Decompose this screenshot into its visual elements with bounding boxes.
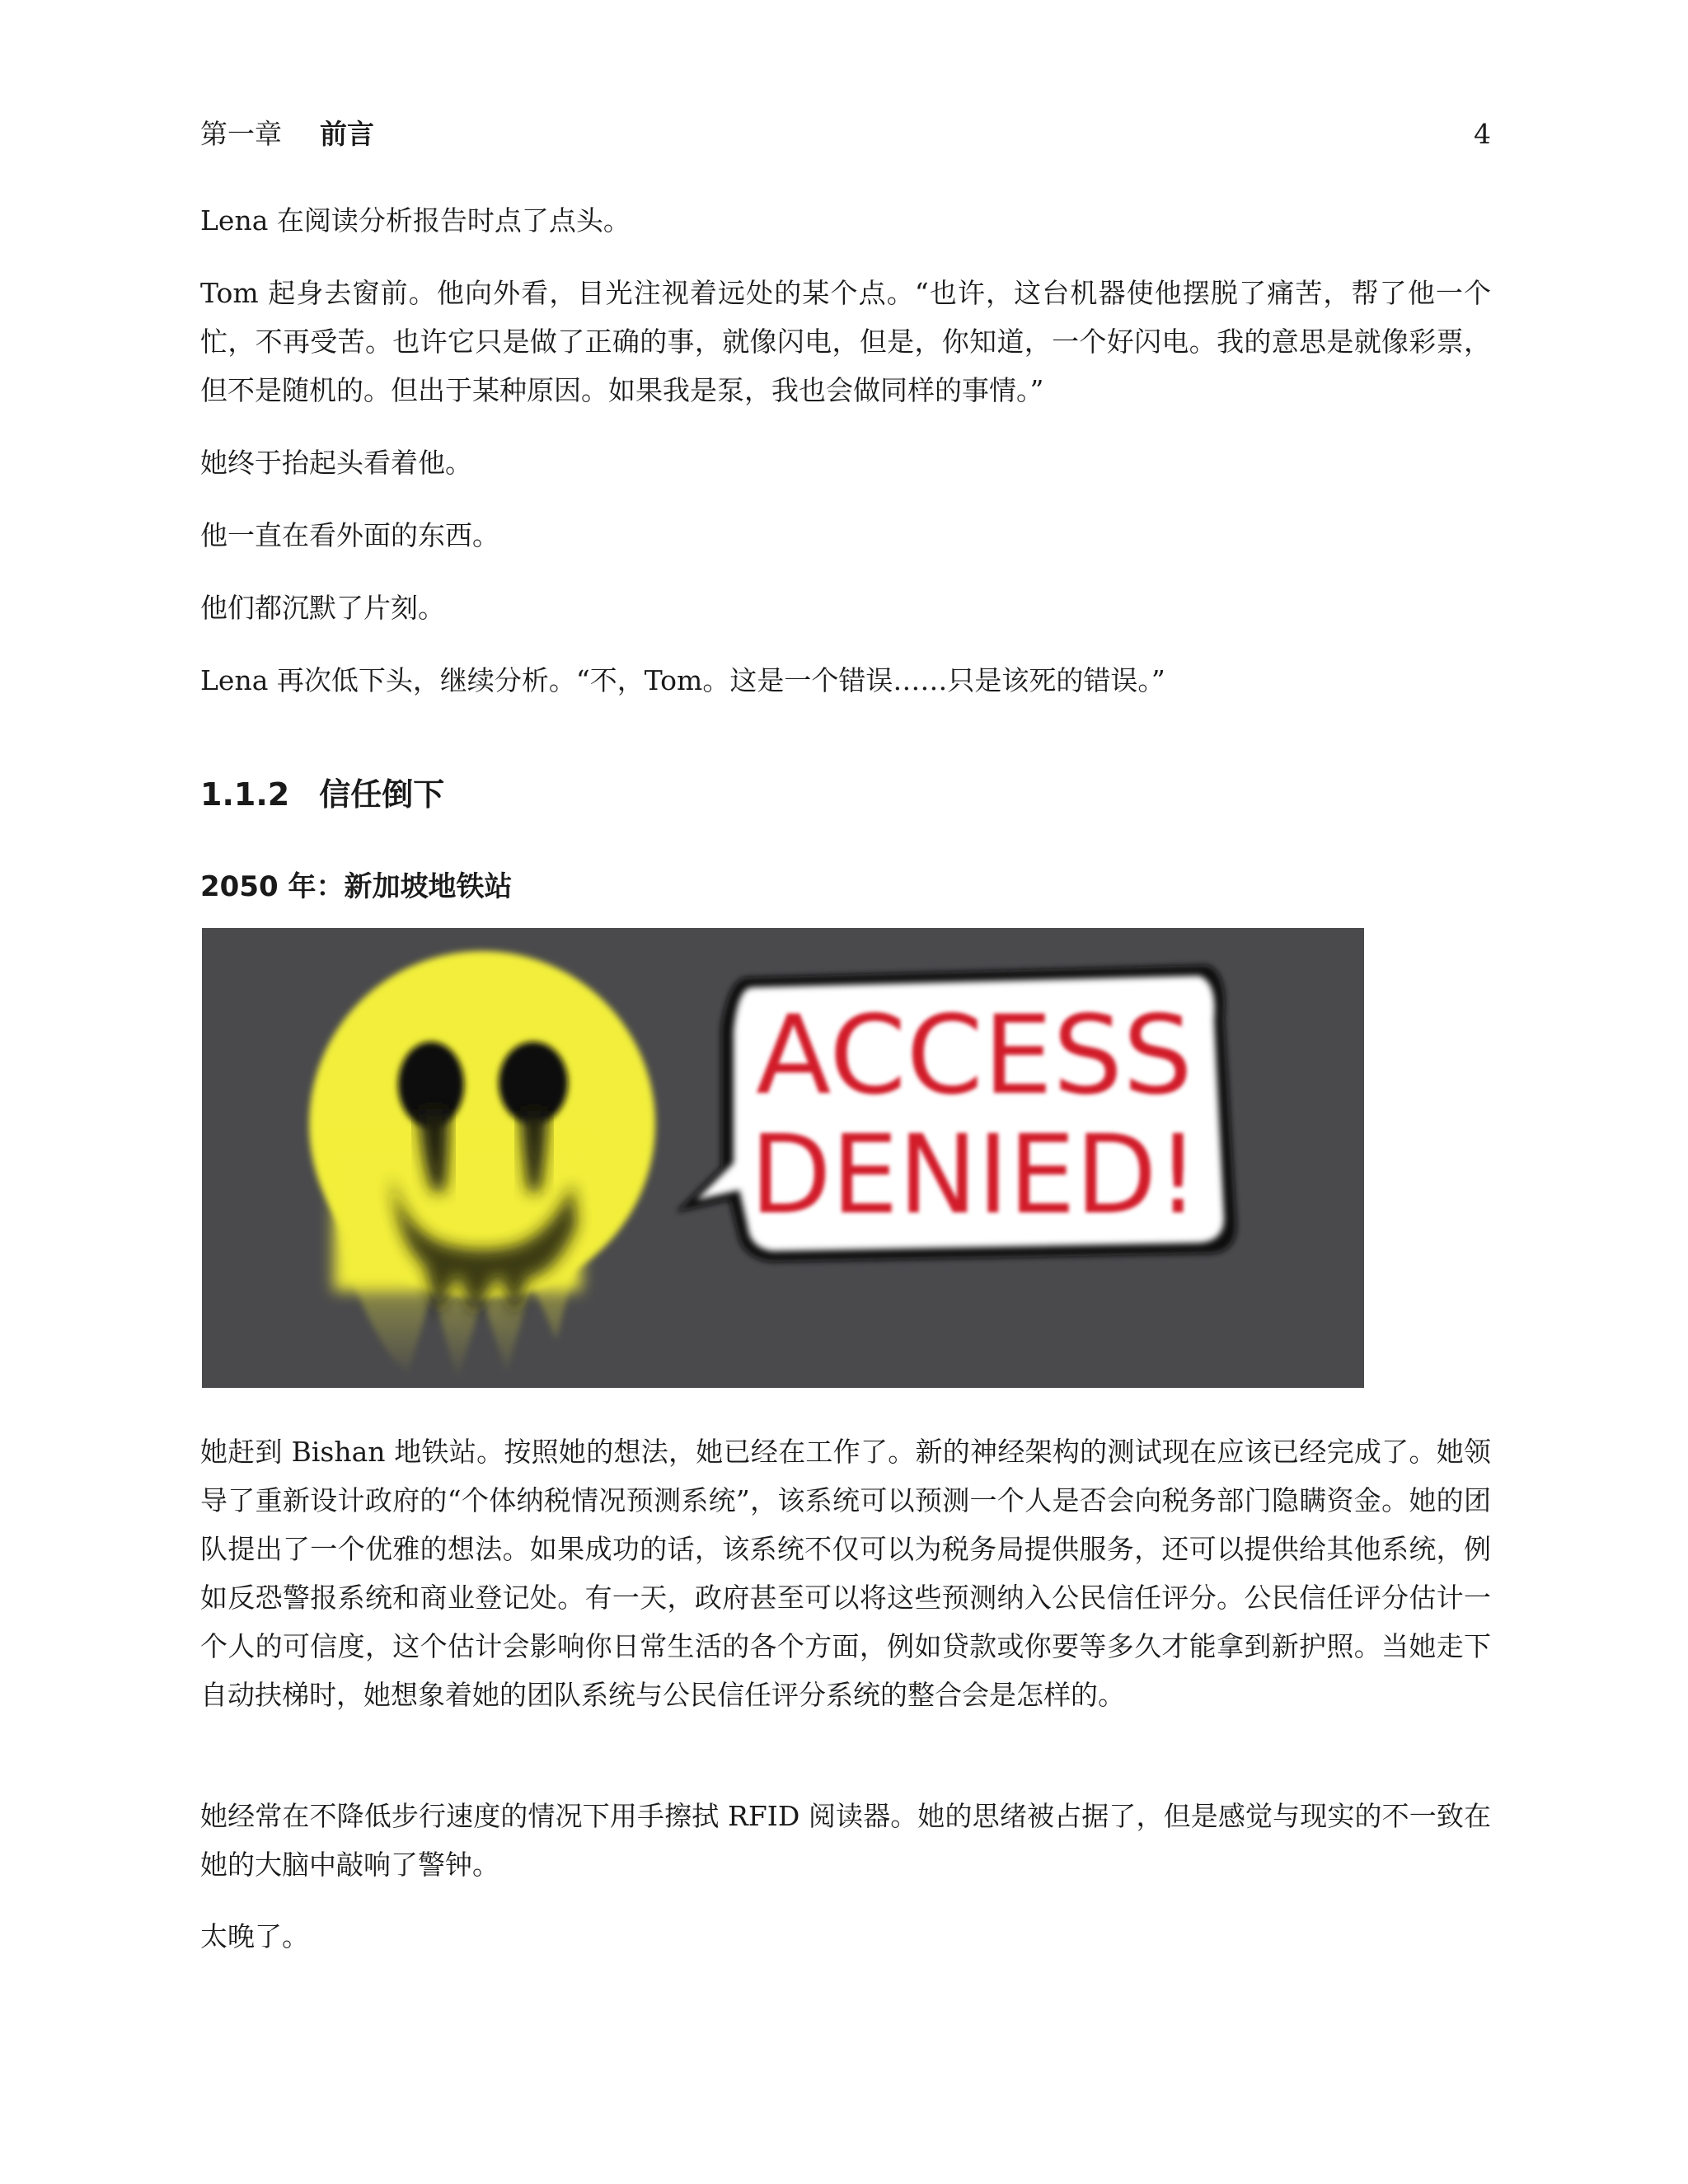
- section-heading: [200, 771, 444, 818]
- paragraph: 太晚了。: [200, 1920, 309, 1952]
- paragraph: 她经常在不降低步行速度的情况下用手擦拭 RFID 阅读器。她的思绪被占据了，但是感觉与现实的不一致在她的大脑中敲响了警钟。: [200, 1800, 1491, 1881]
- sign-line1: ACCESS: [756, 992, 1193, 1119]
- document-page: [200, 0, 1491, 2184]
- melting-smiley-icon: [309, 951, 655, 1381]
- paragraph: 她赶到 Bishan 地铁站。按照她的想法，她已经在工作了。新的神经架构的测试现在应该已经完成了。她领导了重新设计政府的“个体纳税情况预测系统”，该系统可以预测一个人是否会向税务部门隐瞒资金。她的团队提出了一个优雅的想法。如果成功的话，该系统不仅可以为税务局提供服务，还可以提供给其他系统，例如反恐警报系统和商业登记处。有一天，政府甚至可以将这些预测纳入公民信任评分。公民信任评分估计一个人的可信度，这个估计会影响你日常生活的各个方面，例如贷款或你要等多久才能拿到新护照。当她走下自动扶梯时，她想象着她的团队系统与公民信任评分系统的整合会是怎样的。: [200, 1436, 1491, 1711]
- paragraph: Tom 起身去窗前。他向外看，目光注视着远处的某个点。“也许，这台机器使他摆脱了痛苦，帮了他一个忙，不再受苦。也许它只是做了正确的事，就像闪电，但是，你知道，一个好闪电。我的意思是就像彩票，但不是随机的。但出于某种原因。如果我是泵，我也会做同样的事情。”: [200, 277, 1491, 406]
- paragraph: Lena 在阅读分析报告时点了点头。: [200, 204, 631, 237]
- figure-illustration: [202, 928, 1364, 1388]
- chapter-number: 第一章: [200, 118, 282, 150]
- paragraph: 他们都沉默了片刻。: [200, 592, 445, 624]
- chapter-title: 前言: [320, 118, 374, 150]
- paragraph: Lena 再次低下头，继续分析。“不，Tom。这是一个错误……只是该死的错误。”: [200, 664, 1165, 696]
- access-denied-text: [750, 992, 1199, 1239]
- subsection-heading: 2050 年：新加坡地铁站: [200, 870, 513, 903]
- running-header: [200, 114, 1491, 155]
- section-number: 1.1.2: [200, 776, 290, 813]
- page-number: 4: [1474, 118, 1491, 150]
- sign-line2: DENIED!: [750, 1112, 1199, 1239]
- paragraph: 他一直在看外面的东西。: [200, 519, 499, 551]
- paragraph: 她终于抬起头看着他。: [200, 447, 472, 479]
- section-title: 信任倒下: [319, 776, 445, 813]
- access-denied-figure: [202, 928, 1364, 1388]
